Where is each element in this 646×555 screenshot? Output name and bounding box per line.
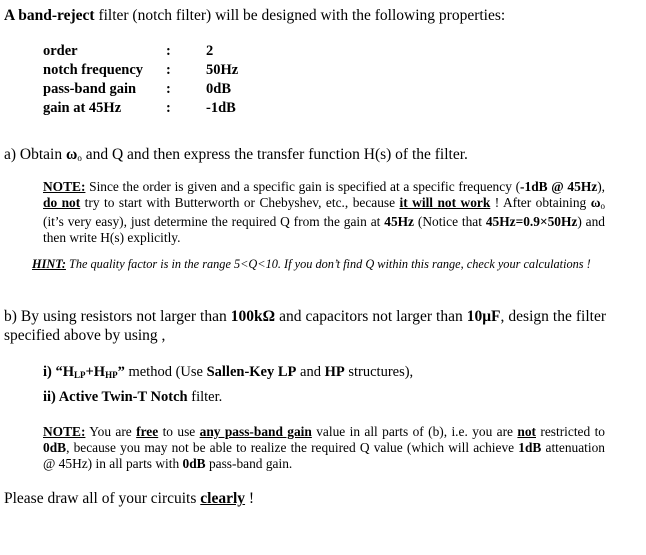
question-b: b) By using resistors not larger than 100kΩ and capacitors not larger than 10μF, design the filter specified above by using , — [4, 308, 606, 344]
property-value: -1dB — [206, 100, 236, 116]
property-separator: : — [166, 43, 171, 59]
property-separator: : — [166, 100, 171, 116]
method-item-1: i) “$H_{LP}+H_{HP}$” method (Use Sallen-Key LP and HP structures), — [43, 364, 414, 380]
property-separator: : — [166, 62, 171, 78]
property-row — [43, 61, 238, 80]
property-value: 50Hz — [206, 62, 239, 78]
property-label: order — [43, 43, 78, 59]
properties-table — [43, 42, 238, 118]
property-row — [43, 99, 238, 118]
property-row — [43, 42, 238, 61]
hint-text: HINT: The quality factor is in the range 5<Q<10. If you don’t find Q within this range, check your calculations ! — [32, 257, 591, 271]
note-a: NOTE: Since the order is given and a specific gain is specified at a specific frequency (-1dB @ 45Hz), do not try to start with Butterworth or Chebyshev, etc., because it will not work ! After obtaining $\omega_o$ (it’s very easy), just determine the required Q from the gain at 45Hz (Notice that 45Hz=0.9×50Hz) and then write H(s) explicitly. — [43, 179, 605, 245]
property-label: gain at 45Hz — [43, 100, 122, 116]
property-value: 0dB — [206, 81, 231, 97]
method-item-2: ii) Active Twin-T Notch filter. — [43, 389, 223, 405]
property-row — [43, 80, 238, 99]
closing-text: Please draw all of your circuits clearly ! — [4, 490, 255, 507]
property-label: pass-band gain — [43, 81, 137, 97]
property-label: notch frequency — [43, 62, 144, 78]
intro-text: A band-reject filter (notch filter) will be designed with the following properties: — [4, 7, 506, 24]
question-a: a) Obtain $\omega_o$ and Q and then express the transfer function H(s) of the filter. — [4, 146, 468, 163]
note-b: NOTE: You are free to use any pass-band gain value in all parts of (b), i.e. you are not restricted to 0dB, because you may not be able to realize the required Q value (which will achieve 1dB attenuation @ 45Hz) in all parts with 0dB pass-band gain. — [43, 424, 606, 471]
property-separator: : — [166, 81, 171, 97]
property-value: 2 — [206, 43, 214, 59]
